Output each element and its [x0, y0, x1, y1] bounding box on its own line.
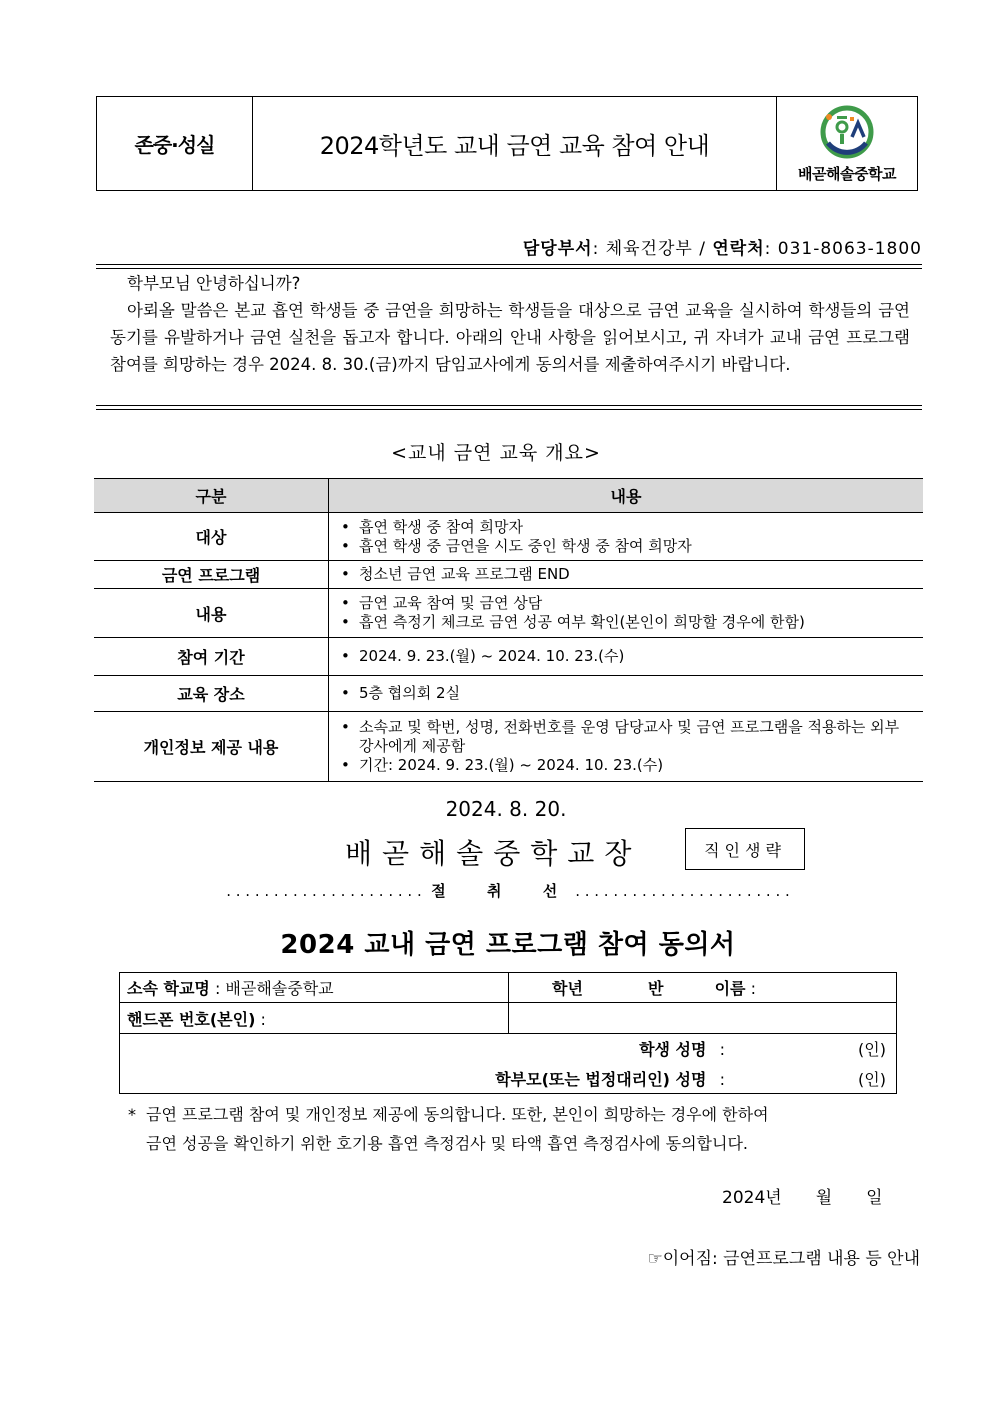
list-item: • 기간: 2024. 9. 23.(월) ~ 2024. 10. 23.(수) [359, 756, 913, 775]
row-label: 금연 프로그램 [94, 561, 329, 589]
cut-line [108, 880, 908, 901]
notice-line: 금연 성공을 확인하기 위한 호기용 흡연 측정검사 및 타액 흡연 측정검사에 동의합니다. [146, 1134, 748, 1153]
name-label: 이름 [714, 979, 746, 998]
dept-value: : 체육건강부 / [592, 239, 713, 259]
table-row [94, 676, 923, 712]
consent-notice [128, 1100, 908, 1158]
school-emblem-icon [812, 103, 882, 161]
sign-colon: : [719, 1070, 725, 1089]
phone-label: 핸드폰 번호(본인) [127, 1010, 256, 1029]
sign-colon: : [719, 1040, 725, 1059]
parent-sign-label: 학부모(또는 법정대리인) 성명 [495, 1070, 707, 1089]
principal-name: 배곧해솔중학교장 [345, 837, 642, 870]
phone-label: 연락처 [712, 239, 765, 259]
class-label: 반 [648, 979, 664, 998]
list-item: • 금연 교육 참여 및 금연 상담 [359, 594, 913, 613]
table-row [94, 513, 923, 561]
school-name: 배곧해솔중학교 [798, 165, 896, 183]
school-label: 소속 학교명 [127, 979, 210, 998]
continued-note: ☞이어짐: 금연프로그램 내용 등 안내 [647, 1249, 920, 1269]
parent-sign-field [120, 1067, 886, 1090]
phone-field [127, 1007, 903, 1030]
document-title: 2024학년도 교내 금연 교육 참여 안내 [253, 97, 777, 190]
form-title: 2024 교내 금연 프로그램 참여 동의서 [280, 930, 736, 960]
letter-body [110, 270, 910, 378]
contact-line [523, 234, 922, 259]
divider [96, 405, 922, 406]
row-label: 참여 기간 [94, 638, 329, 676]
table-row [94, 638, 923, 676]
overview-title: <교내 금연 교육 개요> [391, 442, 601, 464]
list-item: • 흡연 학생 중 금연을 시도 중인 학생 중 참여 희망자 [359, 537, 913, 556]
year-field: 2024년 [722, 1188, 782, 1208]
column-header: 구분 [94, 479, 329, 513]
list-item: • 흡연 측정기 체크로 금연 성공 여부 확인(본인이 희망할 경우에 한함) [359, 613, 913, 632]
table-row [94, 712, 923, 782]
cut-dots: . . . . . . . . . . . . . . . . . . . . . [226, 882, 422, 900]
greeting: 학부모님 안녕하십니까? [127, 274, 301, 293]
phone-value: : 031-8063-1800 [764, 239, 922, 259]
issue-date: 2024. 8. 20. [445, 797, 567, 821]
grade-class-name-field [552, 976, 892, 999]
column-header: 내용 [329, 479, 924, 513]
table-header-row [94, 479, 923, 513]
month-field: 월 [815, 1188, 833, 1208]
seal-mark: (인) [858, 1040, 886, 1059]
table-row [94, 589, 923, 638]
list-item: • 5층 협의회 2실 [359, 684, 913, 703]
list-item: • 청소년 금연 교육 프로그램 END [359, 565, 913, 584]
notice-line: 금연 프로그램 참여 및 개인정보 제공에 동의합니다. 또한, 본인이 희망하는 경우에 한하여 [146, 1105, 769, 1124]
row-label: 내용 [94, 589, 329, 638]
overview-table [94, 478, 923, 782]
row-label: 대상 [94, 513, 329, 561]
school-logo [777, 97, 917, 190]
divider [96, 268, 922, 269]
consent-form [119, 972, 897, 1094]
list-item: • 2024. 9. 23.(월) ~ 2024. 10. 23.(수) [359, 647, 913, 666]
divider [96, 264, 922, 265]
table-row [94, 561, 923, 589]
row-label: 개인정보 제공 내용 [94, 712, 329, 782]
student-sign-label: 학생 성명 [639, 1040, 707, 1059]
grade-label: 학년 [552, 979, 583, 998]
cut-label: 절 취 선 [431, 882, 576, 900]
seal-box: 직인생략 [685, 828, 805, 870]
motto: 존중·성실 [97, 97, 253, 190]
header-box [96, 96, 918, 191]
student-sign-field [120, 1037, 886, 1060]
list-item: • 소속교 및 학번, 성명, 전화번호를 운영 담당교사 및 금연 프로그램을 적용하는 외부강사에게 제공함 [359, 718, 913, 756]
phone-colon: : [255, 1010, 266, 1029]
school-value: : 배곧해솔중학교 [209, 979, 334, 998]
day-field: 일 [866, 1188, 883, 1208]
row-label: 교육 장소 [94, 676, 329, 712]
divider [96, 409, 922, 410]
name-colon: : [745, 979, 756, 998]
dept-label: 담당부서 [522, 239, 593, 259]
cut-dots: . . . . . . . . . . . . . . . . . . . . . . . [575, 882, 790, 900]
letter-paragraph: 아뢰올 말씀은 본교 흡연 학생들 중 금연을 희망하는 학생들을 대상으로 금연 교육을 실시하여 학생들의 금연 동기를 유발하거나 금연 실천을 돕고자 합니다. 아래의 안내 사항을 읽어보시고, 귀 자녀가 교내 금연 프로그램 참여를 희망하는 경우 2024. 8. 30.(금)까지 담임교사에게 동의서를 제출하여주시기 바랍니다. [110, 301, 910, 374]
sign-date [722, 1183, 883, 1208]
seal-mark: (인) [858, 1070, 886, 1089]
notice-mark: * [128, 1105, 136, 1124]
list-item: • 흡연 학생 중 참여 희망자 [359, 518, 913, 537]
